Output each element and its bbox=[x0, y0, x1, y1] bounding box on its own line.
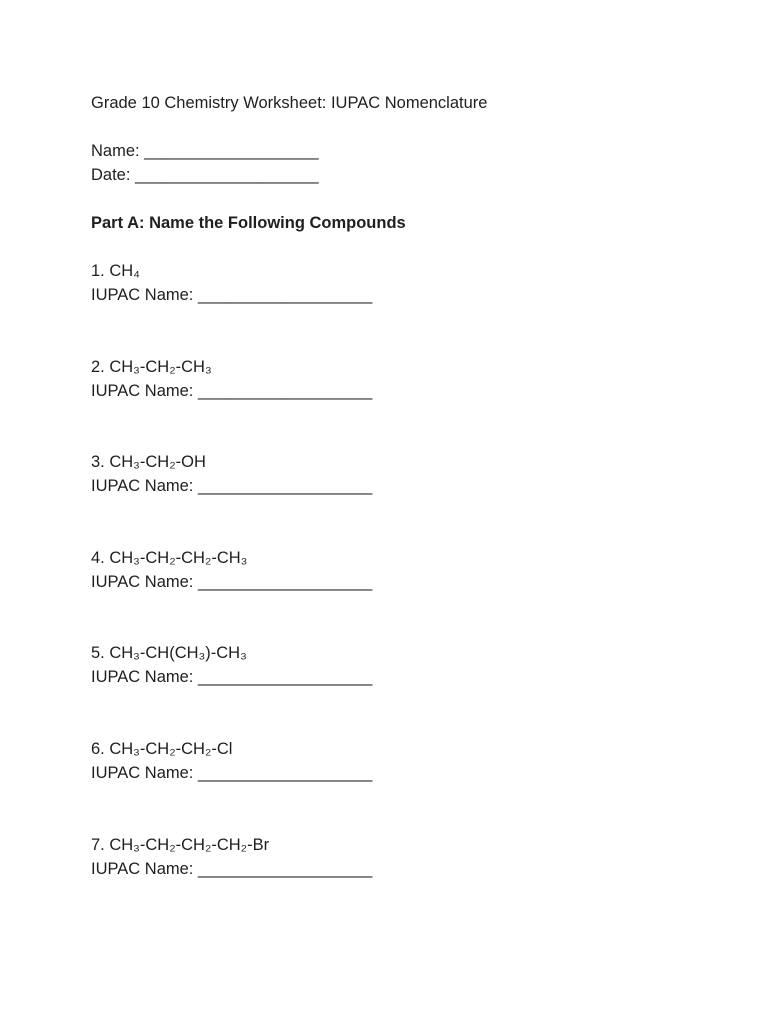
question-6-formula: 6. CH₃-CH₂-CH₂-Cl bbox=[91, 740, 233, 758]
question-7-answer-line: IUPAC Name: ___________________ bbox=[91, 860, 373, 878]
question-7-formula: 7. CH₃-CH₂-CH₂-CH₂-Br bbox=[91, 836, 270, 854]
part-a-heading: Part A: Name the Following Compounds bbox=[91, 214, 406, 232]
question-6-answer-line: IUPAC Name: ___________________ bbox=[91, 764, 373, 782]
question-2-formula: 2. CH₃-CH₂-CH₃ bbox=[91, 358, 212, 376]
worksheet-title: Grade 10 Chemistry Worksheet: IUPAC Nomenclature bbox=[91, 94, 488, 112]
question-1-formula: 1. CH₄ bbox=[91, 262, 140, 280]
question-3-answer-line: IUPAC Name: ___________________ bbox=[91, 477, 373, 495]
question-2-answer-line: IUPAC Name: ___________________ bbox=[91, 382, 373, 400]
question-4-formula: 4. CH₃-CH₂-CH₂-CH₃ bbox=[91, 549, 248, 567]
question-1-answer-line: IUPAC Name: ___________________ bbox=[91, 286, 373, 304]
name-field: Name: ___________________ bbox=[91, 142, 319, 160]
question-5-answer-line: IUPAC Name: ___________________ bbox=[91, 668, 373, 686]
question-5-formula: 5. CH₃-CH(CH₃)-CH₃ bbox=[91, 644, 247, 662]
question-3-formula: 3. CH₃-CH₂-OH bbox=[91, 453, 206, 471]
question-4-answer-line: IUPAC Name: ___________________ bbox=[91, 573, 373, 591]
date-field: Date: ____________________ bbox=[91, 166, 319, 184]
